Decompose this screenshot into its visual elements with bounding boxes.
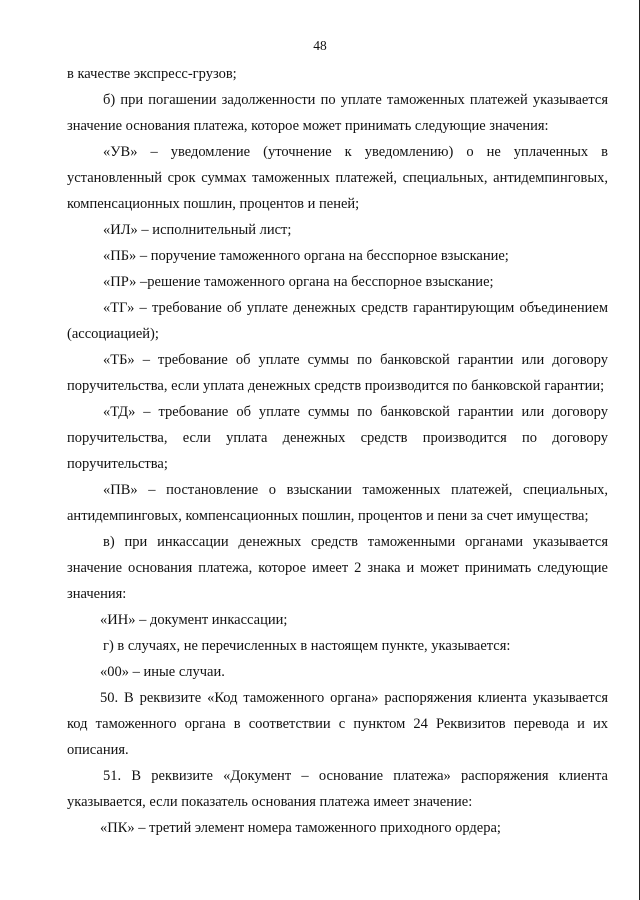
paragraph-code-in: «ИН» – документ инкассации;: [100, 612, 288, 628]
document-body: [67, 61, 608, 841]
paragraph-item-51: 51. В реквизите «Документ – основание платежа» распоряжения клиента указывается, если показатель основания платежа имеет значение:: [67, 768, 608, 810]
paragraph-debt-repayment: б) при погашении задолженности по уплате таможенных платежей указывается значение основания платежа, которое может принимать следующие значения:: [67, 92, 608, 134]
paragraph-code-pb: «ПБ» – поручение таможенного органа на бесспорное взыскание;: [103, 248, 509, 264]
paragraph-code-td: «ТД» – требование об уплате суммы по банковской гарантии или договору поручительства, если уплата денежных средств производится по договору поручительства;: [67, 404, 608, 472]
page-number: 48: [313, 38, 327, 53]
paragraph-other-cases: г) в случаях, не перечисленных в настоящем пункте, указывается:: [103, 638, 511, 654]
paragraph-collection: в) при инкассации денежных средств таможенными органами указывается значение основания платежа, которое имеет 2 знака и может принимать следующие значения:: [67, 534, 608, 602]
paragraph-code-uv: «УВ» – уведомление (уточнение к уведомлению) о не уплаченных в установленный срок суммах таможенных платежей, специальных, антидемпинговых, компенсационных пошлин, процентов и пеней;: [67, 144, 608, 212]
paragraph-express-cargo: в качестве экспресс-грузов;: [67, 66, 237, 82]
paragraph-code-tb: «ТБ» – требование об уплате суммы по банковской гарантии или договору поручительства, если уплата денежных средств производится по банковской гарантии;: [67, 352, 608, 394]
paragraph-code-tg: «ТГ» – требование об уплате денежных средств гарантирующим объединением (ассоциацией);: [67, 300, 608, 342]
paragraph-code-il: «ИЛ» – исполнительный лист;: [103, 222, 292, 238]
paragraph-code-00: «00» – иные случаи.: [100, 664, 225, 680]
paragraph-code-pv: «ПВ» – постановление о взыскании таможенных платежей, специальных, антидемпинговых, компенсационных пошлин, процентов и пени за счет имущества;: [67, 482, 608, 524]
paragraph-item-50: 50. В реквизите «Код таможенного органа» распоряжения клиента указывается код таможенного органа в соответствии с пунктом 24 Реквизитов перевода и их описания.: [67, 690, 608, 758]
paragraph-code-pk: «ПК» – третий элемент номера таможенного приходного ордера;: [100, 820, 501, 836]
paragraph-code-pr: «ПР» –решение таможенного органа на бесспорное взыскание;: [103, 274, 494, 290]
